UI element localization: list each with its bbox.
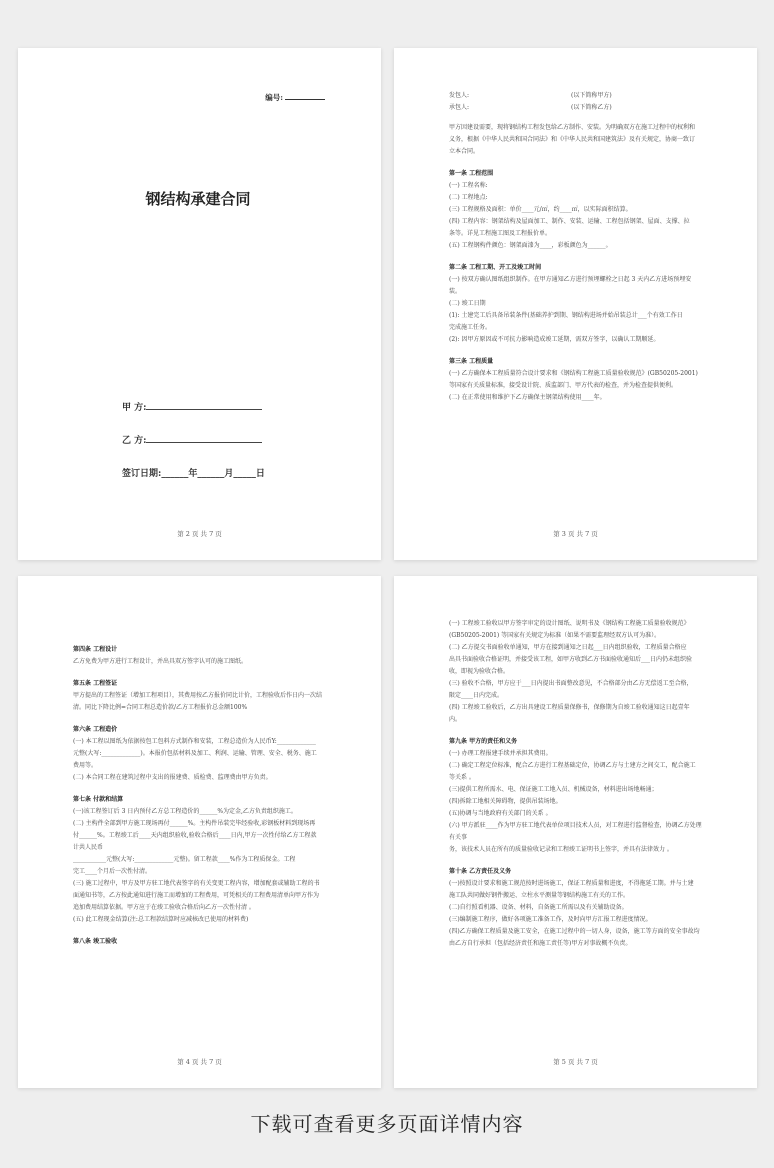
body-line: 完成施工任务。 [449, 324, 492, 331]
body-line: 义务，根据《中华人民共和国合同法》和《中华人民共和国建筑法》及有关规定，协商一致订 [449, 136, 696, 143]
contractor-label: 承包人: [449, 104, 470, 111]
page-2-cover [18, 48, 381, 560]
body-line: 等国家有关质量标准，接受设计院、质监部门、甲方代表的检查，并为检查提供便利。 [449, 382, 678, 389]
section-heading: 第五条 工程签证 [73, 680, 118, 687]
body-line: (六) 甲方派驻____作为甲方驻工地代表单位项目技术人员，对工程进行监督检查，协调乙方处理有关事 [449, 822, 702, 841]
body-line: 等关系 。 [449, 774, 475, 781]
section-heading: 第一条 工程范围 [449, 170, 494, 177]
party-b-signature [122, 433, 262, 446]
body-line: (一)该工程签订后 3 日内预付乙方总工程造价的______%为定金,乙方负责组织施工。 [73, 808, 297, 815]
body-line: (二) 确定工程定位标准，配合乙方进行工程基础定位，协调乙方与土建方之间交工，配合施工 [449, 762, 696, 769]
body-line: (二) 乙方提交书面验收单通知，甲方在接到通知之日起___日内组织验收，工程质量合格应 [449, 644, 687, 651]
body-line: 付______%。工程竣工后____天内组织验收,验收合格后____日内,甲方一次性付给乙方工程款 [73, 832, 317, 839]
page-5-body [449, 618, 707, 950]
document-title: 钢结构承建合同 [145, 190, 251, 208]
body-line: 务，该技术人员在所有的质量验收记录和工程竣工证明书上签字，并具有法律效力 。 [449, 846, 673, 853]
body-line: (五)协调与当地政府有关部门的关系 。 [449, 810, 552, 817]
body-line: (三) 工程规格及面积：单价____元/㎡，约____㎡，以实际面积结算。 [449, 206, 632, 213]
body-line: 由乙方自行承担（包括经济责任和施工责任等)甲方对事故概不负责。 [449, 940, 632, 947]
contract-number-label: 编号: [265, 93, 283, 102]
page-5 [394, 576, 757, 1088]
body-line: 内。 [449, 716, 462, 723]
body-line: (二) 工程地点: [449, 194, 488, 201]
body-line: (二) 在正常使用和维护下乙方确保主钢架结构使用____年。 [449, 394, 606, 401]
body-line: 甲方因建设需要，现将钢结构工程发包给乙方制作、安装。为明确双方在施工过程中的权利和 [449, 124, 696, 131]
body-line: 限定____日内完成。 [449, 692, 504, 699]
body-line: (二)自行照看机器、设备、材料，自备施工所需以及有关辅助设备。 [449, 904, 628, 911]
body-line: (二) 主构件全部到甲方施工现场再付______%。主构件吊装完毕经验收,彩钢板材料到现场再 [73, 820, 316, 827]
page-4-content [73, 634, 331, 948]
employer-note: (以下简称甲方) [571, 92, 612, 99]
body-line: 施工队共同做好钢件搬运、立柱水平测量等钢结构施工有关的工作。 [449, 892, 630, 899]
body-line: (一) 办理工程报建手续并承担其费用。 [449, 750, 552, 757]
sign-date: 签订日期:______年______月_____日 [122, 469, 265, 479]
section-heading: 第四条 工程设计 [73, 646, 118, 653]
body-line: (二) 本合同工程在建筑过程中支出的报建费、质检费、监理费由甲方负责。 [73, 774, 272, 781]
body-line: (一)按照设计要求和施工规范按时进场施工，保证工程质量和进度，不得拖延工期。并与土建 [449, 880, 694, 887]
page-4-body [73, 644, 331, 948]
body-line: 收，即视为验收合格。 [449, 668, 510, 675]
contract-number [265, 92, 325, 103]
body-line: (四) 工程竣工验收后，乙方出具建设工程质量保修书，保修期为自竣工验收通知这日起壹年 [449, 704, 690, 711]
body-line: 条等。详见工程施工图及工程报价单。 [449, 230, 552, 237]
body-line: (GB50205-2001) 等国家有关规定为标准（如果不需要监理经双方认可为准）。 [449, 632, 661, 639]
page-5-content [449, 618, 707, 950]
body-line: (四)乙方确保工程质量及施工安全，在施工过程中的一切人身，设备，施工等方面的安全事故均 [449, 928, 700, 935]
body-line: 装。 [449, 288, 462, 295]
body-line: (三)编制施工程序，做好各项施工准备工作，及时向甲方汇报工程进度情况。 [449, 916, 652, 923]
section-heading: 第八条 竣工验收 [73, 938, 118, 945]
section-heading: 第三条 工程质量 [449, 358, 494, 365]
contractor-row [449, 102, 707, 114]
body-line: (一) 本工程以图纸为依据按包工包料方式制作和安装，工程总造价为人民币Y:_____________ [73, 738, 316, 745]
body-line: 乙方免费为甲方进行工程设计，并出具双方签字认可的施工图纸。 [73, 658, 248, 665]
body-line: (1): 土建完工后具备吊装条件(基础养护到期、钢结构进场并始吊装总计___个有效工作日 [449, 312, 683, 319]
section-heading: 第六条 工程造价 [73, 726, 118, 733]
employer-row [449, 90, 707, 102]
body-line: (一) 乙方确保本工程质量符合设计要求和《钢结构工程施工质量验收规范》(GB50205-2001) [449, 370, 698, 377]
party-a-signature [122, 400, 262, 413]
body-line: (2): 因甲方原因或不可抗力影响造成竣工延期，需双方签字，以确认工期顺延。 [449, 336, 660, 343]
party-a-label: 甲 方: [122, 403, 147, 413]
employer-label: 发包人: [449, 92, 470, 99]
party-b-label: 乙 方: [122, 436, 147, 446]
body-line: (二) 竣工日期 [449, 300, 486, 307]
page-4 [18, 576, 381, 1088]
body-line: 立本合同。 [449, 148, 480, 155]
page-3-content [449, 90, 707, 404]
section-heading: 第二条 工程工期、开工及竣工时间 [449, 264, 542, 271]
section-heading: 第九条 甲方的责任和义务 [449, 738, 518, 745]
section-heading: 第七条 付款和结算 [73, 796, 124, 803]
page-3 [394, 48, 757, 560]
body-line: 计共人民币 [73, 844, 104, 851]
body-line: (三) 施工过程中，甲方及甲方驻工地代表签字的有关变更工程内容，增加配套或辅助工程的书 [73, 880, 320, 887]
page-number: 第 2 页 共 7 页 [177, 530, 222, 538]
page-number: 第 4 页 共 7 页 [177, 1058, 222, 1066]
body-line: 面通知书等，乙方按此通知进行施工而增加的工程费用，可凭相关的工程费用清单向甲方作为 [73, 892, 320, 899]
body-line: 元整(大写:_____________)。本报价包括材料及加工、利润、运输、管理、安全、税务、施工 [73, 750, 317, 757]
body-line: (一) 工程名称: [449, 182, 488, 189]
body-line: (五) 工程钢构件颜色：钢架面漆为____，彩板颜色为______。 [449, 242, 612, 249]
body-line: (三) 验收不合格，甲方应于___日内提出书面整改意见，不合格部分由乙方无偿返工至合格， [449, 680, 693, 687]
body-line: 出具书面验收合格证明，并接受该工程，如甲方收到乙方书面验收通知后___日内仍未组织验 [449, 656, 693, 663]
body-line: ___________元整(大写:_____________元整)。留工程款____%作为工程质保金。工程 [73, 856, 296, 863]
page-number: 第 3 页 共 7 页 [553, 530, 598, 538]
body-line: (三)提供工程所需水、电、保证施工工地入员、机械设备，材料进出场地畅通； [449, 786, 658, 793]
body-line: (一) 工程竣工验收以甲方签字审定的设计图纸、说明书及《钢结构工程施工质量验收规范》 [449, 620, 690, 627]
download-more-caption: 下载可查看更多页面详情内容 [250, 1112, 524, 1136]
body-line: 清。同比下降比例=合同工程总造价款/乙方工程报价总金额100% [73, 704, 248, 711]
body-line: (四)拆除工地相关障碍物，提供吊装场地。 [449, 798, 562, 805]
body-line: (五) 此工程现金结算(注:总工程款结算时应减核改已使用的材料费) [73, 916, 249, 923]
body-line: 完工____个月后一次性付清。 [73, 868, 152, 875]
page-number: 第 5 页 共 7 页 [553, 1058, 598, 1066]
body-line: 费用等。 [73, 762, 98, 769]
contractor-note: (以下简称乙方) [571, 104, 612, 111]
body-line: 追加费用结算依据。甲方应于在竣工验收合格后向乙方一次性付清 。 [73, 904, 255, 911]
body-line: (一) 按双方确认图纸组织制作。在甲方通知乙方进行预埋螺栓之日起 3 天内乙方进场预埋安 [449, 276, 692, 283]
body-line: (四) 工程内容：钢架结构及屋面加工、制作、安装、运输、工程包括钢架、屋面、支撑、拉 [449, 218, 690, 225]
body-line: 甲方提出的工程签证（增加工程项目），其费用按乙方报价同比计价，工程验收后作日内一次结 [73, 692, 323, 699]
page-3-body [449, 122, 707, 404]
section-heading: 第十条 乙方责任及义务 [449, 868, 512, 875]
